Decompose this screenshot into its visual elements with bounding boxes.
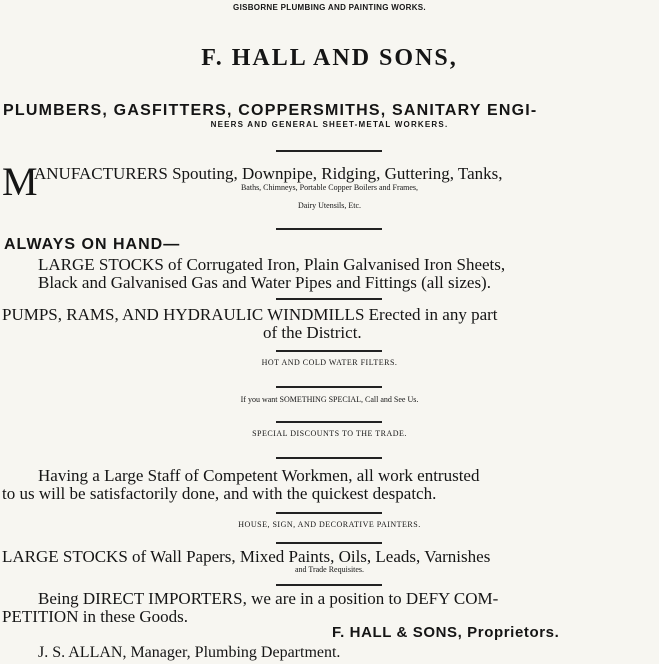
divider	[276, 457, 382, 459]
trades-line-1: PLUMBERS, GASFITTERS, COPPERSMITHS, SANITARY ENGI-	[3, 102, 538, 119]
always-line-2: Black and Galvanised Gas and Water Pipes and Fittings (all sizes).	[38, 273, 491, 292]
trades-line-2: NEERS AND GENERAL SHEET-METAL WORKERS.	[210, 120, 449, 129]
stocks-line-1: LARGE STOCKS of Wall Papers, Mixed Paints, Oils, Leads, Varnishes	[2, 547, 491, 566]
pumps-line-2: of the District.	[263, 323, 362, 342]
manager-line: J. S. ALLAN, Manager, Plumbing Department.	[38, 644, 341, 661]
staff-line-2: to us will be satisfactorily done, and with the quickest despatch.	[2, 484, 437, 503]
drop-cap: M	[2, 159, 38, 204]
manufacturers-line-3: Dairy Utensils, Etc.	[297, 201, 362, 210]
divider	[276, 512, 382, 514]
always-line-1: LARGE STOCKS of Corrugated Iron, Plain Galvanised Iron Sheets,	[38, 255, 506, 274]
importers-line-2: PETITION in these Goods.	[2, 607, 189, 626]
divider	[276, 298, 382, 300]
divider	[276, 228, 382, 230]
divider	[276, 421, 382, 423]
filters-line: HOT AND COLD WATER FILTERS.	[261, 358, 398, 367]
discounts-line: SPECIAL DISCOUNTS TO THE TRADE.	[252, 429, 407, 438]
proprietors-signature: F. HALL & SONS, Proprietors.	[332, 624, 560, 641]
always-heading: ALWAYS ON HAND—	[4, 236, 181, 253]
painters-line: HOUSE, SIGN, AND DECORATIVE PAINTERS.	[238, 520, 421, 529]
pumps-line-1: PUMPS, RAMS, AND HYDRAULIC WINDMILLS Erected in any part	[2, 305, 498, 324]
firm-name: F. HALL AND SONS,	[201, 45, 458, 71]
stocks-line-2: and Trade Requisites.	[294, 565, 365, 574]
divider	[276, 150, 382, 152]
staff-line-1: Having a Large Staff of Competent Workmen, all work entrusted	[38, 466, 480, 485]
divider	[276, 350, 382, 352]
importers-line-1: Being DIRECT IMPORTERS, we are in a position to DEFY COM-	[38, 589, 499, 608]
divider	[276, 386, 382, 388]
divider	[276, 584, 382, 586]
divider	[276, 542, 382, 544]
special-line: If you want SOMETHING SPECIAL, Call and See Us.	[240, 395, 419, 404]
manufacturers-line-1: ANUFACTURERS Spouting, Downpipe, Ridging, Guttering, Tanks,	[34, 164, 503, 183]
manufacturers-line-2: Baths, Chimneys, Portable Copper Boilers and Frames,	[240, 183, 419, 192]
ad-title: GISBORNE PLUMBING AND PAINTING WORKS.	[233, 3, 426, 12]
